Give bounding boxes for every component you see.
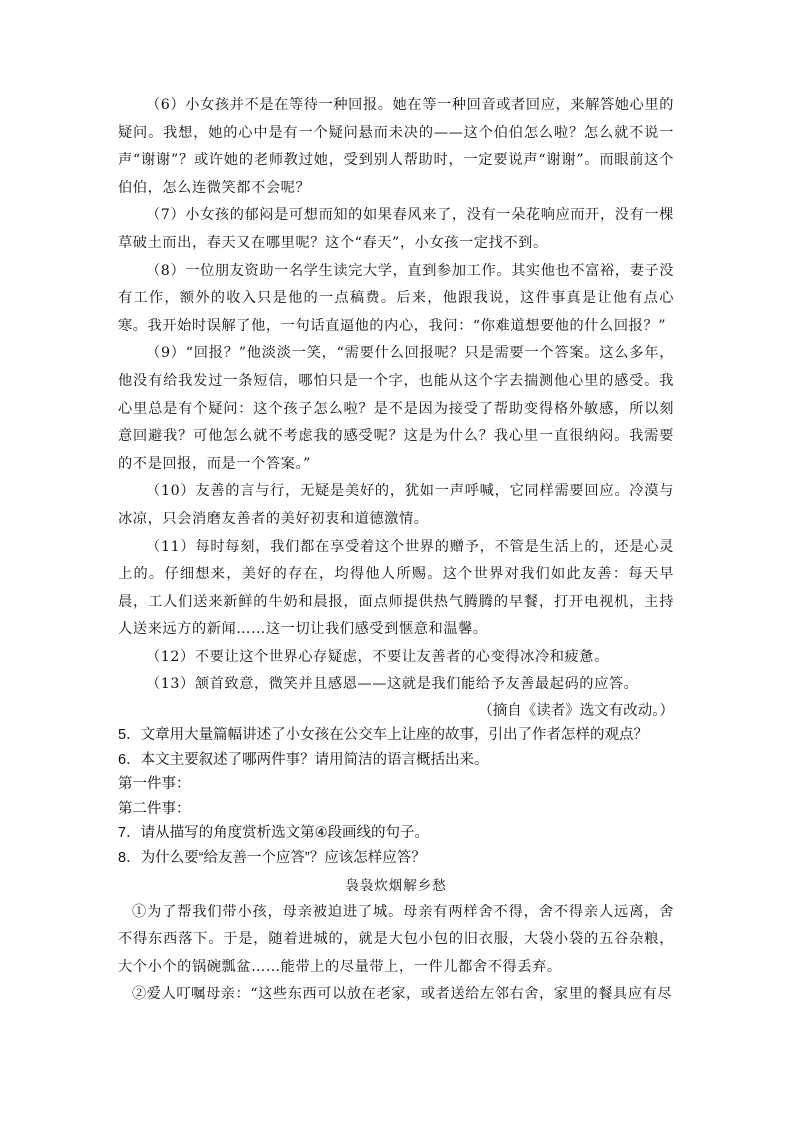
question-5: 5．文章用大量篇幅讲述了小女孩在公交车上让座的故事，引出了作者怎样的观点？ — [118, 727, 649, 744]
paragraph-12: （12）不要让这个世界心存疑虑，不要让友善者的心变得冰冷和疲惫。 — [146, 648, 609, 665]
paragraph-7: （7）小女孩的郁闷是可想而知的如果春风来了，没有一朵花响应而开，没有一棵草破土而出，春天又在哪里呢？这个“春天”，小女孩一定找不到。 — [118, 207, 674, 251]
article2-paragraph-2: ②爱人叮嘱母亲：“这些东西可以放在老家，或者送给左邻右舍，家里的餐具应有尽 — [132, 986, 673, 1003]
answer-first-event: 第一件事： — [118, 776, 191, 793]
paragraph-6: （6）小女孩并不是在等待一种回报。她在等一种回音或者回应，来解答她心里的疑问。我想，她的心中是有一个疑问悬而未决的——这个伯伯怎么啦？怎么就不说一声“谢谢”？或许她的老师教过她，受到别人帮助时，一定要说声“谢谢”。而眼前这个伯伯，怎么连微笑都不会呢？ — [118, 97, 674, 196]
paragraph-11: （11）每时每刻，我们都在享受着这个世界的赠予，不管是生活上的，还是心灵上的。仔细想来，美好的存在，均得他人所赐。这个世界对我们如此友善：每天早晨，工人们送来新鲜的牛奶和晨报，面点师提供热气腾腾的早餐，打开电视机，主持人送来远方的新闻……这一切让我们感受到惬意和温馨。 — [118, 538, 674, 638]
question-6: 6．本文主要叙述了哪两件事？请用简洁的语言概括出来。 — [118, 751, 489, 768]
source-citation: （摘自《读者》选文有改动。） — [478, 703, 674, 720]
answer-second-event: 第二件事： — [118, 800, 191, 817]
question-8: 8．为什么要“给友善一个应答”？应该怎样应答？ — [118, 850, 426, 867]
paragraph-9: （9）“回报？”他淡淡一笑，“需要什么回报呢？只是需要一个答案。这么多年，他没有给我发过一条短信，哪怕只是一个字，也能从这个字去揣测他心里的感受。我心里总是有个疑问：这个孩子怎么啦？是不是因为接受了帮助变得格外敏感，所以刻意回避我？可他怎么就不考虑我的感受呢？这是为什么？我心里一直很纳闷。我需要的不是回报，而是一个答案。” — [118, 345, 674, 472]
paragraph-10: （10）友善的言与行，无疑是美好的，犹如一声呼喊，它同样需要回应。冷漠与冰凉，只会消磨友善者的美好初衷和道德激情。 — [118, 483, 674, 527]
article-title: 袅袅炊烟解乡愁 — [345, 877, 447, 894]
question-7: 7．请从描写的角度赏析选文第④段画线的句子。 — [118, 825, 430, 842]
document-content — [118, 92, 674, 1009]
paragraph-13: （13）颔首致意，微笑并且感恩——这就是我们能给予友善最起码的应答。 — [146, 676, 639, 693]
article2-paragraph-1: ①为了帮我们带小孩，母亲被迫进了城。母亲有两样舍不得，舍不得亲人远离，舍不得东西落下。于是，随着进城的，就是大包小包的旧衣服，大袋小袋的五谷杂粮，大个小个的锅碗瓢盆……能带上的尽量带上，一件儿都舍不得丢弃。 — [118, 903, 674, 975]
paragraph-8: （8）一位朋友资助一名学生读完大学，直到参加工作。其实他也不富裕，妻子没有工作，额外的收入只是他的一点稿费。后来，他跟我说，这件事真是让他有点心寒。我开始时误解了他，一句话直逼他的内心，我问：“你难道想要他的什么回报？” — [118, 262, 674, 334]
